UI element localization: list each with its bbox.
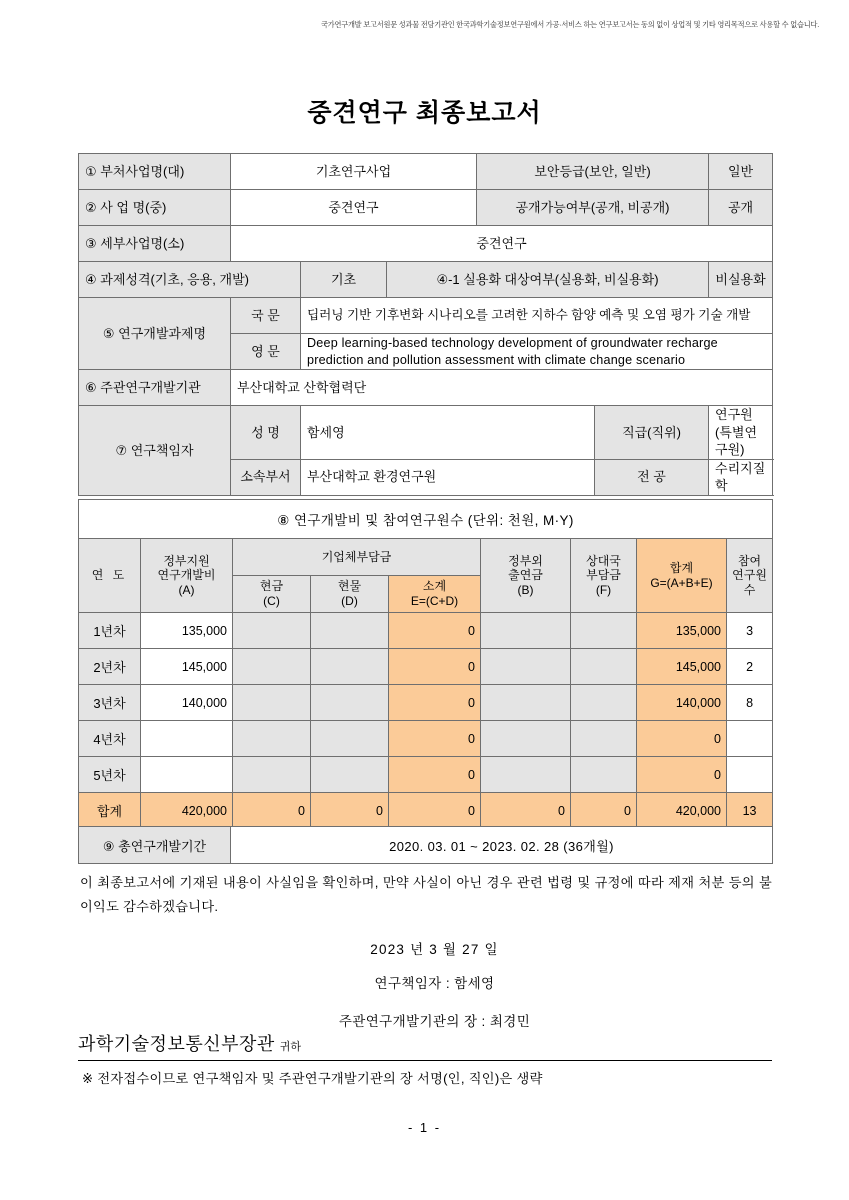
budget-header-row-1 [79, 539, 773, 576]
header-gov-support-l1: 정부지원 [163, 553, 210, 568]
pi-name-label: 성 명 [231, 406, 301, 460]
row-total: 135,000 [637, 613, 727, 649]
row-researchers: 8 [727, 685, 773, 721]
row-total: 145,000 [637, 649, 727, 685]
row-nongov [481, 685, 571, 721]
header-inkind-l1: 현물 [337, 579, 362, 594]
row-year: 3년차 [79, 685, 141, 721]
row-nongov [481, 613, 571, 649]
pi-position-value: 연구원(특별연구원) [709, 406, 773, 460]
row-total: 0 [637, 721, 727, 757]
header-inkind-l2: (D) [341, 594, 358, 608]
header-partner-l1: 상대국 [586, 553, 621, 568]
principal-investigator-label: ⑦ 연구책임자 [79, 406, 231, 496]
header-year [79, 539, 141, 613]
english-title-line2: prediction and pollution assessment with climate change scenario [307, 352, 686, 367]
header-researchers-l1: 참여 [737, 553, 762, 568]
header-company-contribution: 기업체부담금 [233, 539, 481, 576]
row-researchers [727, 757, 773, 793]
pi-position-label: 직급(직위) [595, 406, 709, 460]
row-subtotal: 0 [389, 721, 481, 757]
budget-total-row [79, 793, 773, 829]
header-subtotal-l1: 소계 [422, 579, 447, 594]
pi-dept-value: 부산대학교 환경연구원 [301, 459, 595, 495]
table-row [79, 298, 773, 334]
sub-program-label: ③ 세부사업명(소) [79, 226, 231, 262]
table-row [79, 721, 773, 757]
row-year: 4년차 [79, 721, 141, 757]
row-cash [233, 757, 311, 793]
korean-title-value: 딥러닝 기반 기후변화 시나리오를 고려한 지하수 함양 예측 및 오염 평가 기술 개발 [301, 298, 773, 334]
signature-institution-head: 주관연구개발기관의 장 : 최경민 [338, 1014, 531, 1029]
total-partner: 0 [571, 793, 637, 829]
security-level-value: 일반 [709, 154, 773, 190]
lead-institution-value: 부산대학교 산학협력단 [231, 370, 773, 406]
row-cash [233, 685, 311, 721]
header-nongov-l1: 정부외 [508, 553, 543, 568]
page-title: 중견연구 최종보고서 [307, 99, 542, 127]
pi-name-value: 함세영 [301, 406, 595, 460]
table-row [79, 685, 773, 721]
table-row [79, 613, 773, 649]
row-nongov [481, 757, 571, 793]
disclosure-value: 공개 [709, 190, 773, 226]
row-subtotal: 0 [389, 757, 481, 793]
table-row [79, 190, 773, 226]
korean-title-label: 국 문 [231, 298, 301, 334]
pi-dept-label: 소속부서 [231, 459, 301, 495]
row-gov-support: 140,000 [141, 685, 233, 721]
signature-principal-investigator: 연구책임자 : 함세영 [374, 976, 495, 991]
table-row [79, 226, 773, 262]
row-researchers: 2 [727, 649, 773, 685]
project-nature-label: ④ 과제성격(기초, 응용, 개발) [79, 262, 301, 298]
header-partner-l3: (F) [595, 582, 612, 597]
row-partner [571, 685, 637, 721]
header-year-label: 연 도 [91, 568, 128, 583]
commercialization-value: 비실용화 [709, 262, 773, 298]
header-total-l2: G=(A+B+E) [650, 575, 713, 590]
disclosure-label: 공개가능여부(공개, 비공개) [477, 190, 709, 226]
minister-title: 과학기술정보통신부장관 [78, 1034, 275, 1054]
pi-major-value: 수리지질학 [709, 459, 773, 495]
header-cash-l2: (C) [263, 594, 280, 608]
row-total: 140,000 [637, 685, 727, 721]
copyright-notice: 국가연구개발 보고서원문 성과물 전담기관인 한국과학기술정보연구원에서 가공·서비스 하는 연구보고서는 동의 없이 상업적 및 기타 영리목적으로 사용할 수 없습니다. [320, 20, 819, 29]
row-inkind [311, 649, 389, 685]
row-inkind [311, 721, 389, 757]
program-name-label: ② 사 업 명(중) [79, 190, 231, 226]
table-row [79, 262, 773, 298]
header-nongov-funding [481, 539, 571, 613]
table-row [79, 649, 773, 685]
research-period-table [78, 826, 773, 864]
table-row [79, 406, 773, 460]
header-grand-total [637, 539, 727, 613]
table-row [79, 757, 773, 793]
signature-date: 2023 년 3 월 27 일 [370, 942, 499, 957]
total-cash: 0 [233, 793, 311, 829]
project-title-label: ⑤ 연구개발과제명 [79, 298, 231, 370]
budget-table [78, 499, 773, 829]
row-researchers: 3 [727, 613, 773, 649]
row-cash [233, 613, 311, 649]
total-gov-support: 420,000 [141, 793, 233, 829]
total-inkind: 0 [311, 793, 389, 829]
table-row [79, 370, 773, 406]
row-gov-support [141, 757, 233, 793]
program-name-value: 중견연구 [231, 190, 477, 226]
english-title-line1: Deep learning-based technology development of groundwater recharge [307, 335, 718, 350]
header-partner-country [571, 539, 637, 613]
header-total-l1: 합계 [669, 560, 694, 575]
row-gov-support: 135,000 [141, 613, 233, 649]
security-level-label: 보안등급(보안, 일반) [477, 154, 709, 190]
row-partner [571, 757, 637, 793]
header-nongov-l3: (B) [517, 582, 534, 597]
total-grand: 420,000 [637, 793, 727, 829]
row-inkind [311, 613, 389, 649]
minister-addressee-line [78, 1030, 772, 1061]
budget-caption-row [79, 500, 773, 539]
total-researchers: 13 [727, 793, 773, 829]
row-researchers [727, 721, 773, 757]
row-gov-support: 145,000 [141, 649, 233, 685]
header-researcher-count [727, 539, 773, 613]
sub-program-value: 중견연구 [231, 226, 773, 262]
table-row [79, 154, 773, 190]
budget-caption: ⑧ 연구개발비 및 참여연구원수 (단위: 천원, M·Y) [79, 500, 773, 539]
row-nongov [481, 649, 571, 685]
header-researchers-l2: 연구원수 [732, 568, 767, 597]
row-partner [571, 613, 637, 649]
ministry-program-value: 기초연구사업 [231, 154, 477, 190]
row-year: 1년차 [79, 613, 141, 649]
row-year: 2년차 [79, 649, 141, 685]
row-cash [233, 721, 311, 757]
research-period-value: 2020. 03. 01 ~ 2023. 02. 28 (36개월) [231, 827, 773, 864]
header-gov-support [141, 539, 233, 613]
row-gov-support [141, 721, 233, 757]
row-inkind [311, 757, 389, 793]
footnote-text: ※ 전자접수이므로 연구책임자 및 주관연구개발기관의 장 서명(인, 직인)은 생략 [82, 1071, 543, 1086]
row-nongov [481, 721, 571, 757]
row-subtotal: 0 [389, 613, 481, 649]
row-partner [571, 721, 637, 757]
commercialization-label: ④-1 실용화 대상여부(실용화, 비실용화) [387, 262, 709, 298]
page-number: - 1 - [407, 1120, 442, 1135]
ministry-program-label: ① 부처사업명(대) [79, 154, 231, 190]
row-total: 0 [637, 757, 727, 793]
declaration-text: 이 최종보고서에 기재된 내용이 사실임을 확인하며, 만약 사실이 아닌 경우 관련 법령 및 규정에 따라 제재 처분 등의 불이익도 감수하겠습니다. [80, 875, 772, 915]
research-period-label: ⑨ 총연구개발기간 [79, 827, 231, 864]
english-title-value [301, 334, 773, 370]
project-info-table [78, 153, 773, 496]
row-cash [233, 649, 311, 685]
header-cash [233, 576, 311, 613]
total-subtotal: 0 [389, 793, 481, 829]
header-subtotal [389, 576, 481, 613]
header-inkind [311, 576, 389, 613]
row-partner [571, 649, 637, 685]
row-subtotal: 0 [389, 649, 481, 685]
english-title-label: 영 문 [231, 334, 301, 370]
header-nongov-l2: 출연금 [508, 568, 543, 583]
header-partner-l2: 부담금 [586, 568, 621, 583]
total-row-label: 합계 [79, 793, 141, 829]
row-year: 5년차 [79, 757, 141, 793]
total-nongov: 0 [481, 793, 571, 829]
row-subtotal: 0 [389, 685, 481, 721]
header-subtotal-l2: E=(C+D) [410, 594, 459, 608]
minister-honorific: 귀하 [279, 1041, 302, 1053]
header-gov-support-l2: 연구개발비 [157, 568, 216, 583]
header-cash-l1: 현금 [259, 579, 284, 594]
lead-institution-label: ⑥ 주관연구개발기관 [79, 370, 231, 406]
project-nature-value: 기초 [301, 262, 387, 298]
header-gov-support-l3: (A) [178, 582, 195, 597]
table-row [79, 827, 773, 864]
row-inkind [311, 685, 389, 721]
pi-major-label: 전 공 [595, 459, 709, 495]
